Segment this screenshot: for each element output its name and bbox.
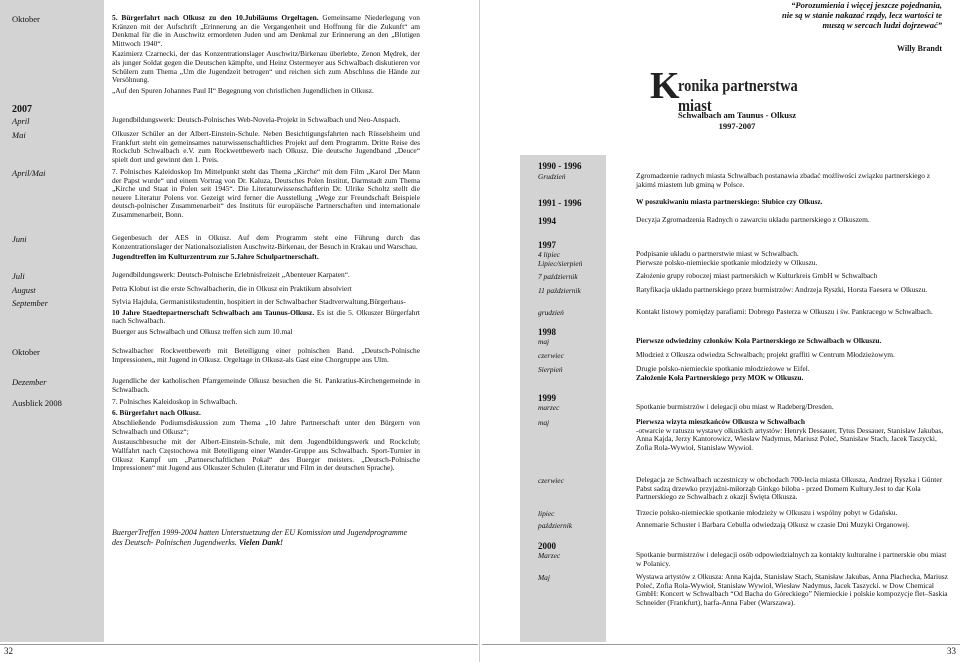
timeline-paragraph	[112, 116, 420, 125]
timeline-paragraph	[112, 87, 420, 96]
timeline-text	[112, 271, 420, 282]
timeline-date: Juli	[12, 271, 25, 281]
chronicle-date: 11 październik	[538, 286, 581, 295]
chronicle-text	[636, 259, 948, 268]
timeline-paragraph	[112, 298, 420, 307]
plain-text: Austauschbesuche mit der Albert-Einstein-Schule, mit dem Jugendbildungswerk und Rockclub; Wallfahrt nach Częstochowa mit Beteiligung einer Wander-Gruppe aus Schwalbach. Sport-Turnier in Olkusz Kampf um „Partnerschaftlichen Pokal“ des Buerger meisters. „Deutsch-Polnische Impressionen“ mit Jugend aus Olkuszer Schulen (Literatur und Film in der deutschen Sprache).	[112, 437, 420, 473]
plain-text: Schwalbacher Rockwettbewerb mit Beteiligung einer polnischen Band. „Deutsch-Polnische Impressionen„ mit Jugend in Olkusz. Orgeltage in Olkusz-als Gast eine Chorgruppe aus Ulm.	[112, 346, 420, 364]
bold-phrase: 6. Bürgerfahrt nach Olkusz.	[112, 407, 201, 417]
plain-text: Petra Klobut ist die erste Schwalbacherin, die in Olkusz ein Praktikum absolviert	[112, 284, 352, 293]
chronicle-date: marzec	[538, 403, 560, 412]
plain-text: Jugendbildungswerk: Deutsch-Polnische Erlebnisfreizeit „Abenteuer Karpaten“.	[112, 270, 350, 279]
plain-text: Es ist die 5. Olkuszer Bürgerfahrt nach Schwalbach.	[112, 307, 420, 326]
chronicle-date: 4 lipiec	[538, 250, 560, 259]
timeline-date: Oktober	[12, 347, 40, 357]
chronicle-text	[636, 198, 948, 207]
page-number-right: 33	[947, 646, 956, 656]
chronicle-date: Marzec	[538, 551, 561, 560]
chronicle-date: 1998	[538, 327, 556, 337]
chronicle-date: Grudzień	[538, 172, 566, 181]
chronicle-date: 1994	[538, 216, 556, 226]
epigraph-author: Willy Brandt	[897, 44, 942, 53]
chronicle-subtitle	[662, 110, 812, 132]
timeline-date: Mai	[12, 130, 26, 140]
plain-text: „Auf den Spuren Johannes Paul II“ Begegnung von christlichen Jugendlichen in Olkusz.	[112, 85, 374, 95]
logo-initial: K	[650, 65, 680, 107]
thanks-text: BuergerTreffen 1999-2004 hatten Unterstuetzung der EU Komission und Jugendprogramme des Deutsch- Polnischen Jugendwerks.	[112, 528, 408, 547]
chronicle-date: grudzień	[538, 308, 564, 317]
logo-text: ronika partnerstwa miast	[678, 76, 798, 115]
timeline-date: Ausblick 2008	[12, 398, 62, 408]
plain-text: Ratyfikacja układu partnerskiego przez burmistrzów: Andrzeja Ryszki, Horsta Faesera w Olkuszu.	[636, 285, 928, 294]
timeline-paragraph	[112, 130, 420, 164]
chronicle-date: maj	[538, 418, 550, 427]
page-gutter	[479, 0, 480, 662]
chronicle-date: czerwiec	[538, 476, 564, 485]
chronicle-date: Lipiec/sierpień	[538, 259, 583, 268]
chronicle-text	[636, 351, 948, 360]
plain-text: Kazimierz Czarnecki, der das Konzentrationslager Auschwitz/Birkenau überlebte, Zenon Mędrek, der als junger Soldat gegen die Deutschen kämpfte, und Heinz Ostermeyer aus Schwalbach diskutieren vor Schülern zum Thema „Um die Jugendzeit betrogen“ und reichen sich zum Abschluss die Hände zur Versöhnung.	[112, 49, 420, 85]
timeline-paragraph	[112, 409, 420, 418]
chronicle-text	[636, 573, 948, 607]
chronicle-date: Sierpień	[538, 365, 563, 374]
timeline-date: Juni	[12, 234, 27, 244]
timeline-text	[112, 398, 420, 475]
chronicle-text	[636, 476, 948, 502]
timeline-paragraph	[112, 14, 420, 48]
timeline-text	[112, 285, 420, 296]
plain-text: Wystawa artystów z Olkusza: Anna Kajda, Stanisław Stach, Stanisław Jakubas, Anna Płachecka, Mariusz Poleć, Zofia Rola-Wywioł, Stanisław Wywioł, Wiesław Nadymus, Jacek Taszycki. w Dow Chemical GmbH: Koncert w Schwalbach “Od Bacha do Góreckiego” Niemieckie i polskie kompozycje flet–Saskia Schneider (Frankfurt), harfa-Anna Faber (Warszawa).	[636, 572, 948, 607]
plain-text: Drugie polsko-niemieckie spotkanie młodzieżowe w Eifel.	[636, 364, 810, 373]
chronicle-date: Maj	[538, 573, 550, 582]
thanks-bold: Vielen Dank!	[238, 538, 284, 547]
plain-text: Założenie grupy roboczej miast partnerskich w Kulturkreis GmbH w Schwalbach	[636, 271, 878, 280]
plain-text: Zgromadzenie radnych miasta Schwalbach postanawia zbadać możliwości związku partnerskiego z jakimś miastem lub gminą w Polsce.	[636, 171, 931, 189]
bold-phrase: W poszukiwaniu miasta partnerskiego: Słubice czy Olkusz.	[636, 197, 823, 206]
chronicle-text	[636, 509, 948, 518]
bold-phrase: 10 Jahre Staedtepartnerschaft Schwalbach am Taunus-Olkusz.	[112, 307, 315, 317]
timeline-text	[112, 14, 420, 97]
bold-phrase: Założenie Koła Partnerskiego przy MOK w Olkuszu.	[636, 372, 804, 382]
plain-text: Spotkanie burmistrzów i delegacji osób odpowiedzialnych za kontakty kulturalne i partnerskie obu miast w Polanicy.	[636, 550, 947, 568]
thanks-note	[112, 528, 412, 548]
timeline-text	[112, 347, 420, 366]
chronicle-text	[636, 216, 948, 225]
plain-text: 7. Polnisches Kaleidoskop in Schwalbach.	[112, 397, 238, 406]
chronicle-text	[636, 172, 948, 189]
chronicle-date: 7 październik	[538, 272, 578, 281]
chronicle-date: 1990 - 1996	[538, 161, 582, 171]
bold-phrase: 5. Bürgerfahrt nach Olkusz zu den 10.Jubiläums Orgeltagen.	[112, 13, 319, 22]
plain-text: Gegenbesuch der AES in Olkusz. Auf dem Programm steht eine Führung durch das Konzentrationslager der Nationalsozialisten Auschwitz-Birkenau, der Besuch in Krakau und Warschau.	[112, 233, 420, 251]
timeline-paragraph	[112, 398, 420, 407]
chronicle-text	[636, 308, 948, 317]
plain-text: Kontakt listowy pomiędzy parafiami: Dobrego Pasterza w Olkuszu i św. Pankracego w Schwalbach.	[636, 307, 933, 316]
plain-text: Abschließende Podiumsdiskussion zum Thema „10 Jahre Partnerschaft unter den Bürgern von Schwalbach und Olkusz“;	[112, 418, 420, 436]
plain-text: Pierwsze polsko-niemieckie spotkanie młodzieży w Olkuszu.	[636, 258, 818, 267]
chronicle-text	[636, 365, 948, 382]
subtitle-years: 1997-2007	[718, 121, 756, 131]
epigraph-quote: “Porozumienia i więcej jeszcze pojednania, nie są w stanie nakazać rządy, lecz wartości te muszą w sercach ludzi dojrzewać”	[782, 0, 943, 30]
plain-text: Decyzja Zgromadzenia Radnych o zawarciu układu partnerskiego z Olkuszem.	[636, 215, 870, 224]
timeline-paragraph	[112, 271, 420, 280]
plain-text: Gemeinsame Niederlegung von Kränzen mit der Aufschrift „Erinnerung an die Vergangenheit und Hoffnung für die Zukunft“ am Denkmal für die in Auschwitz ermordeten Juden und am Denkmal zur Erinnerung an den „Blutigen Mittwoch 1940“.	[112, 13, 421, 48]
timeline-paragraph	[112, 377, 420, 394]
chronicle-date: maj	[538, 337, 550, 346]
chronicle-date: 2000	[538, 541, 556, 551]
plain-text: Trzecie polsko-niemieckie spotkanie młodzieży w Olkuszu i wspólny pobyt w Gdańsku.	[636, 508, 898, 517]
timeline-date: Dezember	[12, 377, 47, 387]
chronicle-date: lipiec	[538, 509, 555, 518]
timeline-paragraph	[112, 438, 420, 472]
plain-text: 7. Polnisches Kaleidoskop Im Mittelpunkt steht das Thema „Kirche“ mit dem Film „Karol Der Mann der Papst wurde“ und einem Vortrag von Dr. Kaluza, Deutsches Polen Institut, Darmstadt zum Thema „Kirche und Staat in Polen seit 1945“. Die Literaturwissenschaftlerin Dr. Ulrike Scholtz stellt die neuere Literatur Polens vor. Gezeigt wird ferner die Ausstellung „Wege zur Freundschaft Beispiele deutsch-polnischer Zusammenarbeit“ des Instituts für europäische Partnerschaften und internationale Zusammenarbeit, Bonn.	[112, 167, 420, 219]
plain-text: Jugendliche der katholischen Pfarrgemeinde Olkusz besuchen die St. Pankratius-Kirchengemeinde in Schwalbach.	[112, 376, 420, 394]
bold-phrase: Pierwsza wizyta mieszkańców Olkusza w Schwalbach	[636, 417, 805, 426]
chronicle-text	[636, 286, 948, 295]
chronicle-date: czerwiec	[538, 351, 564, 360]
page-bottom-rule	[0, 644, 478, 645]
timeline-paragraph	[112, 168, 420, 220]
date-column-background	[0, 0, 104, 642]
timeline-text	[112, 168, 420, 222]
chronicle-text	[636, 551, 948, 568]
timeline-text	[112, 298, 420, 338]
chronicle-date: 1999	[538, 393, 556, 403]
subtitle-cities: Schwalbach am Taunus - Olkusz	[677, 110, 797, 120]
timeline-date: Oktober	[12, 14, 40, 24]
plain-text: Młodzież z Olkusza odwiedza Schwalbach; projekt graffiti w Centrum Młodzieżowym.	[636, 350, 895, 359]
chronicle-text	[636, 272, 948, 281]
plain-text: Podpisanie układu o partnerstwie miast w Schwalbach.	[636, 249, 799, 258]
timeline-date: September	[12, 298, 48, 308]
timeline-paragraph	[112, 347, 420, 364]
plain-text: -otwarcie w ratuszu wystawy olkuskich artystów: Henryk Dessauer, Tytus Dessauer, Stanisław Jakubas, Anna Kajda, Jerzy Kantorowicz, Wiesław Nadymus, Mariusz Poleć, Stanisław Stach, Jacek Taszycki, Zofia Rola-Wywioł, Stanisław Wywioł.	[636, 425, 944, 452]
timeline-text	[112, 116, 420, 127]
timeline-text	[112, 377, 420, 396]
timeline-date: April/Mai	[12, 168, 46, 178]
timeline-date: 2007	[12, 104, 32, 115]
bold-phrase: Pierwsze odwiedziny członków Koła Partnerskiego ze Schwalbach w Olkuszu.	[636, 336, 882, 345]
plain-text: Buerger aus Schwalbach und Olkusz treffen sich zum 10.mal	[112, 326, 293, 336]
timeline-paragraph	[112, 285, 420, 294]
plain-text: Annemarie Schuster i Barbara Cebulla odwiedzają Olkusz w czasie Dni Muzyki Organowej.	[636, 520, 910, 529]
timeline-paragraph	[112, 50, 420, 84]
right-page	[482, 0, 960, 662]
chronicle-date: październik	[538, 521, 573, 530]
plain-text: Delegacja ze Schwalbach uczestniczy w obchodach 700-lecia miasta Olkusza, Andrzej Ryszka i Günter Pabst sadzą drzewko przyjaźni-miłorząb Ginkgo biloba - przed Domem Kultury.Jest to dar Koła Partnerskiego ze Schwalbach z okazji Święta Olkusza.	[636, 475, 943, 502]
timeline-paragraph	[112, 234, 420, 251]
timeline-text	[112, 234, 420, 264]
timeline-paragraph	[112, 419, 420, 436]
timeline-paragraph	[112, 253, 420, 262]
bold-phrase: Jugendtreffen im Kulturzentrum zur 5.Jahre Schulpartnerschaft.	[112, 252, 319, 262]
chronicle-text	[636, 418, 948, 452]
page-number-left: 32	[4, 646, 13, 656]
plain-text: Olkuszer Schüler an der Albert-Einstein-Schule. Neben Besichtigungsfahrten nach Rüsselsheim und Frankfurt steht ein gemeinsames naturwissenschaftliches Projekt auf dem Programm. Dritte Reise des Rockclub Schwalbach e.V. zum Rockwettbewerb nach Olkusz. Die deutsche Jugendband „Deuce“ spielt dort und gewinnt den 1. Preis.	[112, 129, 420, 164]
chronicle-date: 1997	[538, 240, 556, 250]
page-bottom-rule	[482, 644, 960, 645]
timeline-paragraph	[112, 328, 420, 337]
timeline-date: April	[12, 116, 30, 126]
plain-text: Sylvia Hajduła, Germanistikstudentin, hospitiert in der Schwalbacher Stadtverwaltung.Bürgerhaus-	[112, 297, 406, 306]
chronicle-text	[636, 337, 948, 346]
left-page	[0, 0, 478, 662]
chronicle-text	[636, 403, 948, 412]
timeline-text	[112, 130, 420, 166]
timeline-paragraph	[112, 309, 420, 326]
plain-text: Spotkanie burmistrzów i delegacji obu miast w Radeberg/Dresden.	[636, 402, 834, 411]
chronicle-text	[636, 521, 948, 530]
timeline-date: August	[12, 285, 36, 295]
plain-text: Jugendbildungswerk: Deutsch-Polnisches Web-Novela-Projekt in Schwalbach und Neu-Anspach.	[112, 115, 401, 124]
chronicle-date: 1991 - 1996	[538, 198, 582, 208]
